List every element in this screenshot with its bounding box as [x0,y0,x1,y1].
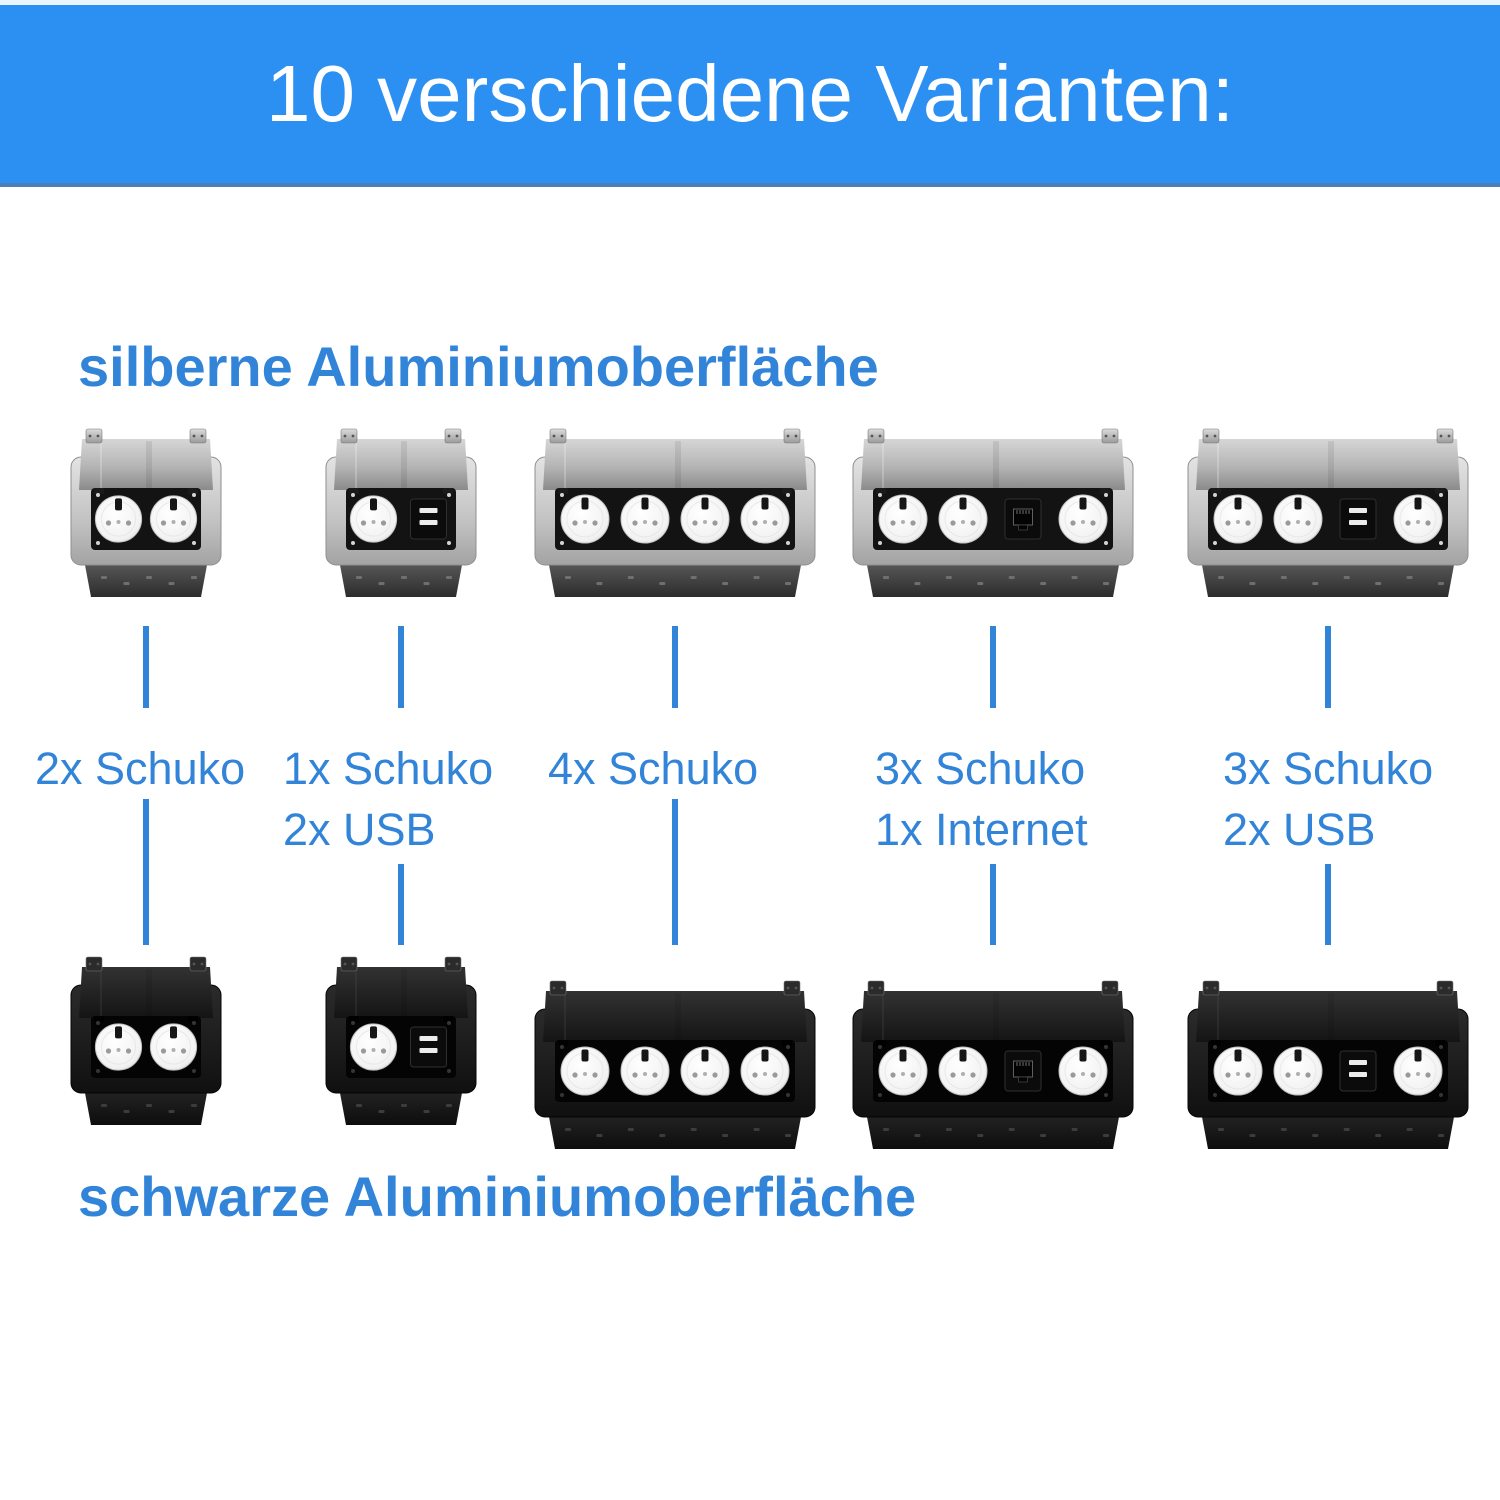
connector-line-top-1 [143,626,149,708]
lid-hinge-tab [1437,429,1453,443]
mounting-box [549,565,801,597]
schuko-socket-icon [1059,1047,1107,1095]
schuko-socket-icon [1394,1047,1442,1095]
variant-label-2 [283,738,493,860]
mounting-box [340,1093,462,1125]
socket-recess [873,1040,1113,1102]
schuko-socket-icon [879,1047,927,1095]
variant-label-4 [875,738,1088,860]
product-silver-3x-schuko-2x-usb [1183,424,1473,602]
lid-hinge-tab [445,429,461,443]
popup-socket-illustration [530,976,820,1154]
schuko-socket-icon [561,1047,609,1095]
schuko-socket-icon [350,1024,396,1070]
product-black-3x-schuko-1x-internet [848,976,1138,1154]
lid-hinge-tab [190,957,206,971]
mounting-box [549,1117,801,1149]
connector-line-bottom-2 [398,864,404,945]
lid-hinge-tab [868,981,884,995]
connector-line-top-2 [398,626,404,708]
open-lid [1196,981,1460,1042]
connector-line-top-3 [672,626,678,708]
product-silver-3x-schuko-1x-internet [848,424,1138,602]
open-lid [861,981,1125,1042]
variant-label-line: 3x Schuko [875,743,1086,794]
open-lid [543,981,807,1042]
usb-ports-icon [1340,1051,1376,1091]
lid-hinge-tab [550,429,566,443]
schuko-socket-icon [1274,1047,1322,1095]
popup-socket-illustration [303,424,499,602]
schuko-socket-icon [879,495,927,543]
product-silver-4x-schuko [530,424,820,602]
lid-hinge-tab [1203,429,1219,443]
socket-recess [91,488,201,550]
usb-ports-icon [1340,499,1376,539]
socket-recess [1208,1040,1448,1102]
connector-line-top-4 [990,626,996,708]
variant-label-line: 1x Schuko [283,743,494,794]
variant-label-line: 1x Internet [875,804,1088,855]
socket-recess [91,1016,201,1078]
lid-hinge-tab [1437,981,1453,995]
variant-label-line: 3x Schuko [1223,743,1434,794]
section-heading-silver: silberne Aluminiumoberfläche [78,335,879,398]
product-black-1x-schuko-2x-usb [303,952,499,1130]
popup-socket-illustration [48,424,244,602]
product-black-4x-schuko [530,976,820,1154]
lid-hinge-tab [784,429,800,443]
mounting-box [1202,1117,1454,1149]
mounting-box [1202,565,1454,597]
connector-line-bottom-5 [1325,864,1331,945]
schuko-socket-icon [741,1047,789,1095]
schuko-socket-icon [350,496,396,542]
socket-recess [555,488,795,550]
open-lid [543,429,807,490]
variant-label-line: 2x Schuko [35,743,246,794]
lid-hinge-tab [1102,981,1118,995]
schuko-socket-icon [561,495,609,543]
schuko-socket-icon [939,495,987,543]
socket-recess [346,1016,456,1078]
popup-socket-illustration [48,952,244,1130]
schuko-socket-icon [1214,495,1262,543]
lid-hinge-tab [784,981,800,995]
lid-hinge-tab [1102,429,1118,443]
open-lid [861,429,1125,490]
rj45-port-icon [1005,499,1041,539]
mounting-box [867,1117,1119,1149]
schuko-socket-icon [681,495,729,543]
popup-socket-illustration [530,424,820,602]
schuko-socket-icon [95,496,141,542]
usb-ports-icon [411,1027,447,1067]
variant-label-1 [35,738,245,799]
connector-line-top-5 [1325,626,1331,708]
popup-socket-illustration [1183,976,1473,1154]
product-black-3x-schuko-2x-usb [1183,976,1473,1154]
header-banner [0,5,1500,187]
lid-hinge-tab [86,429,102,443]
schuko-socket-icon [741,495,789,543]
mounting-box [340,565,462,597]
schuko-socket-icon [621,495,669,543]
open-lid [79,429,213,490]
connector-line-bottom-1 [143,799,149,945]
schuko-socket-icon [150,1024,196,1070]
section-heading-black: schwarze Aluminiumoberfläche [78,1165,917,1228]
schuko-socket-icon [939,1047,987,1095]
lid-hinge-tab [868,429,884,443]
lid-hinge-tab [341,957,357,971]
open-lid [1196,429,1460,490]
popup-socket-illustration [848,976,1138,1154]
lid-hinge-tab [1203,981,1219,995]
product-black-2x-schuko [48,952,244,1130]
product-silver-2x-schuko [48,424,244,602]
open-lid [79,957,213,1018]
schuko-socket-icon [1394,495,1442,543]
variant-label-5 [1223,738,1433,860]
open-lid [334,429,468,490]
schuko-socket-icon [95,1024,141,1070]
variant-label-line: 2x USB [283,804,436,855]
variant-label-3 [548,738,758,799]
mounting-box [85,565,207,597]
lid-hinge-tab [341,429,357,443]
variant-label-line: 4x Schuko [548,743,759,794]
schuko-socket-icon [1059,495,1107,543]
lid-hinge-tab [190,429,206,443]
connector-line-bottom-4 [990,864,996,945]
schuko-socket-icon [621,1047,669,1095]
socket-recess [1208,488,1448,550]
mounting-box [867,565,1119,597]
connector-line-bottom-3 [672,799,678,945]
schuko-socket-icon [1274,495,1322,543]
lid-hinge-tab [445,957,461,971]
socket-recess [555,1040,795,1102]
variant-label-line: 2x USB [1223,804,1376,855]
popup-socket-illustration [303,952,499,1130]
schuko-socket-icon [1214,1047,1262,1095]
schuko-socket-icon [681,1047,729,1095]
lid-hinge-tab [86,957,102,971]
rj45-port-icon [1005,1051,1041,1091]
popup-socket-illustration [1183,424,1473,602]
popup-socket-illustration [848,424,1138,602]
usb-ports-icon [411,499,447,539]
lid-hinge-tab [550,981,566,995]
mounting-box [85,1093,207,1125]
schuko-socket-icon [150,496,196,542]
socket-recess [346,488,456,550]
product-silver-1x-schuko-2x-usb [303,424,499,602]
header-title: 10 verschiedene Varianten: [265,49,1235,138]
socket-recess [873,488,1113,550]
open-lid [334,957,468,1018]
